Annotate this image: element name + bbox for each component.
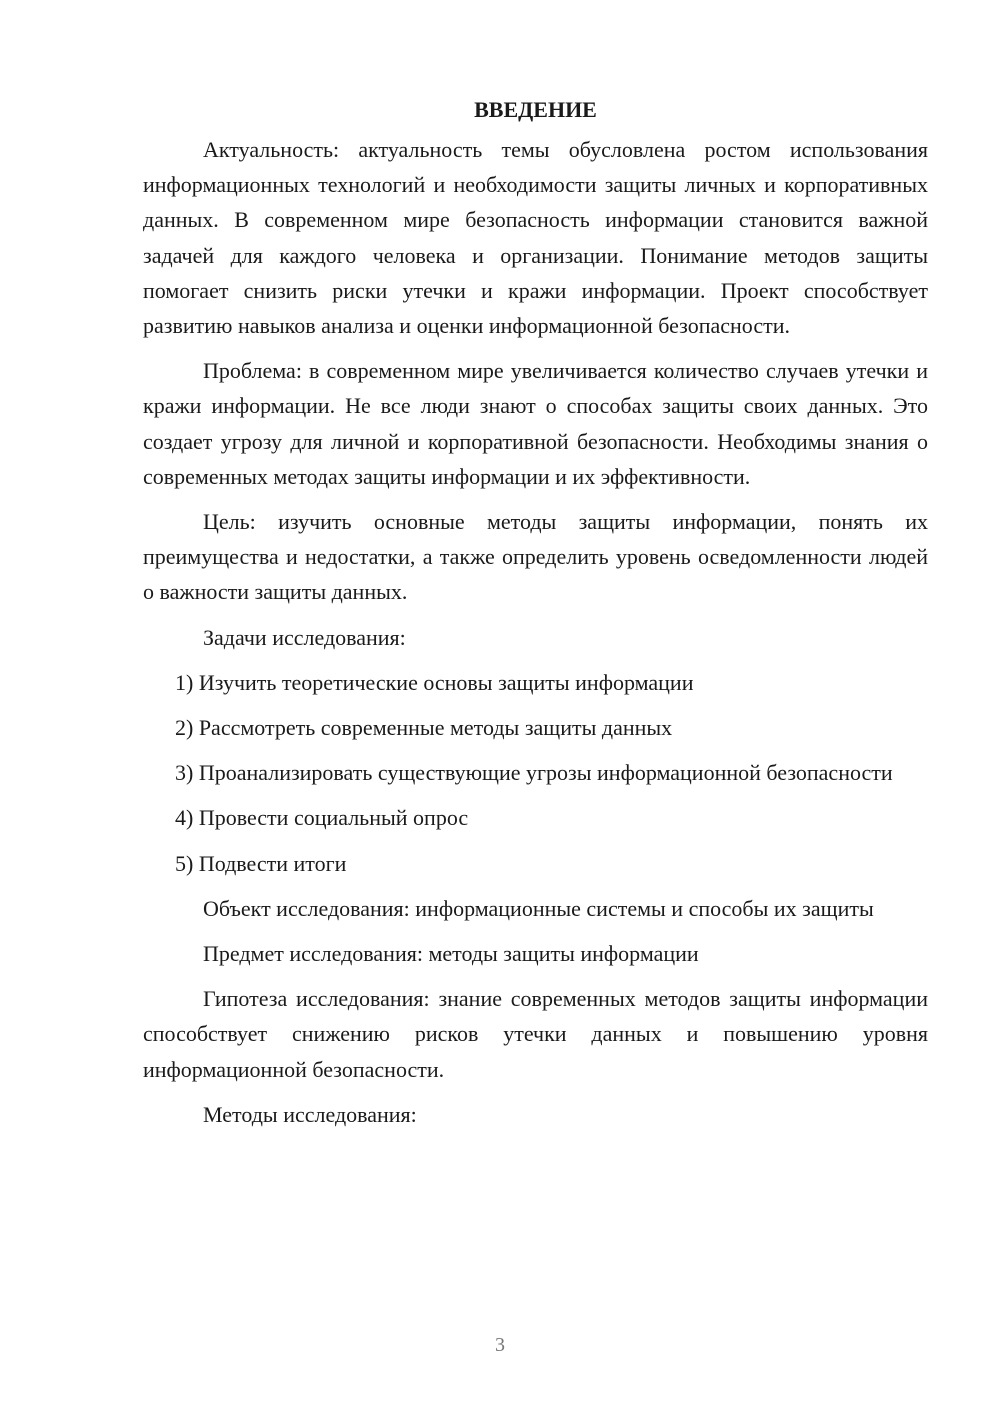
paragraph-object: Объект исследования: информационные системы и способы их защиты	[203, 895, 874, 921]
page-number: 3	[495, 1334, 505, 1356]
task-item: 2) Рассмотреть современные методы защиты данных	[175, 715, 673, 741]
task-item: 3) Проанализировать существующие угрозы информационной безопасности	[175, 760, 893, 786]
paragraph-methods: Методы исследования:	[203, 1101, 417, 1127]
paragraph-problem: Проблема: в современном мире увеличивается количество случаев утечки и кражи информации. Не все люди знают о способах защиты своих данных. Это создает угрозу для личной и корпоративной безопасности. Необходимы знания о современных методах защиты информации и их эффективности.	[143, 358, 928, 489]
paragraph-subject: Предмет исследования: методы защиты информации	[203, 941, 699, 967]
document-page	[143, 92, 928, 1142]
paragraph-relevance: Актуальность: актуальность темы обусловлена ростом использования информационных технологий и необходимости защиты личных и корпоративных данных. В современном мире безопасность информации становится важной задачей для каждого человека и организации. Понимание методов защиты помогает снизить риски утечки и кражи информации. Проект способствует развитию навыков анализа и оценки информационной безопасности.	[143, 137, 928, 339]
task-list	[143, 665, 928, 881]
task-item: 5) Подвести итоги	[175, 850, 347, 876]
paragraph-goal: Цель: изучить основные методы защиты информации, понять их преимущества и недостатки, а также определить уровень осведомленности людей о важности защиты данных.	[143, 509, 928, 605]
task-item: 4) Провести социальный опрос	[175, 805, 469, 831]
paragraph-hypothesis: Гипотеза исследования: знание современных методов защиты информации способствует снижению рисков утечки данных и повышению уровня информационной безопасности.	[143, 986, 928, 1082]
task-item: 1) Изучить теоретические основы защиты информации	[175, 669, 694, 695]
section-heading: ВВЕДЕНИЕ	[474, 97, 597, 122]
paragraph-tasks-title: Задачи исследования:	[203, 624, 406, 650]
